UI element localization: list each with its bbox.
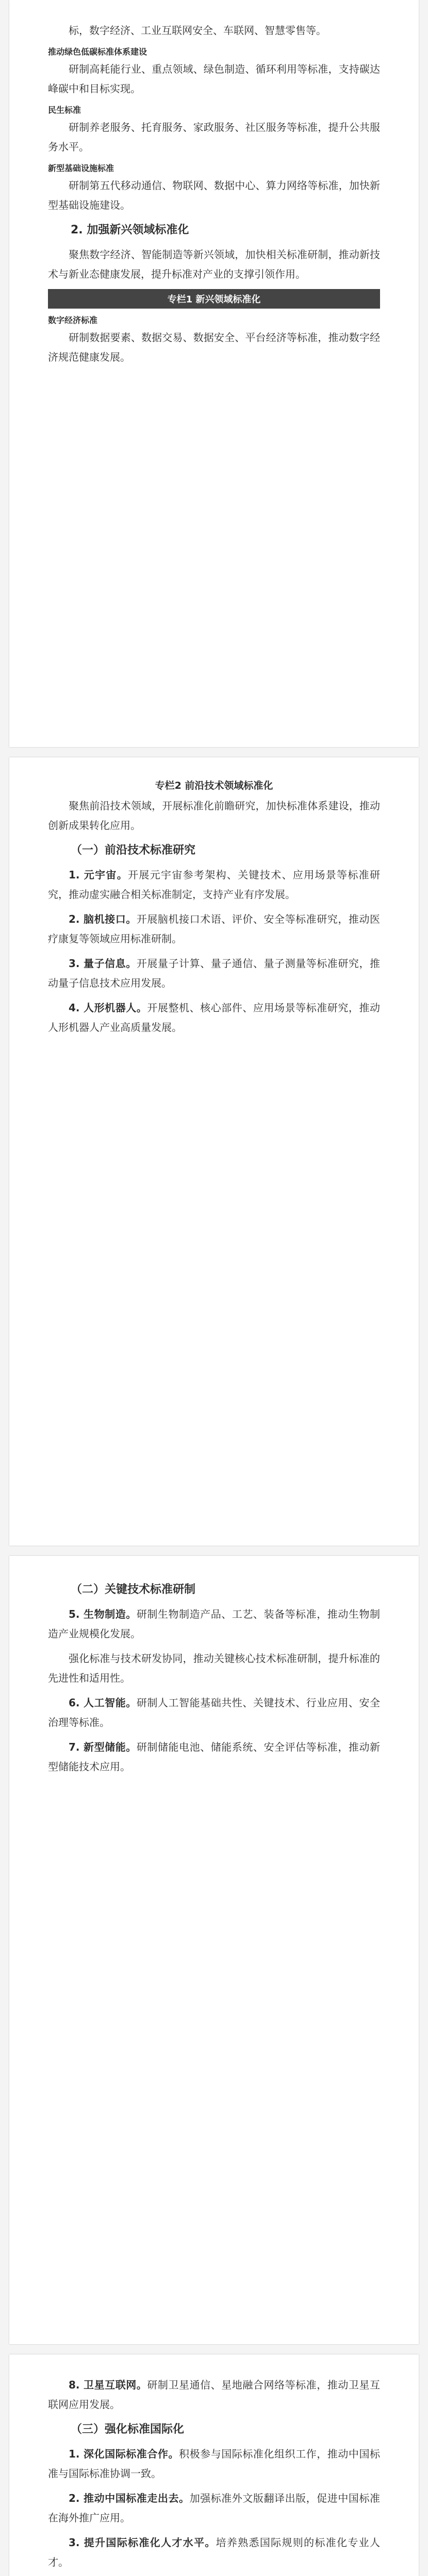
- numbered-paragraph: [48, 1604, 380, 1643]
- numbered-paragraph: [48, 865, 380, 904]
- numbered-paragraph: [48, 1737, 380, 1776]
- paragraph-label: 3. 提升国际标准化人才水平。: [69, 2536, 216, 2549]
- paragraph-label: 1. 元宇宙。: [69, 869, 128, 881]
- section-heading: 2. 加强新兴领域标准化: [71, 224, 189, 236]
- numbered-paragraph: [48, 2488, 380, 2528]
- box-title: 专栏2 前沿技术领域标准化: [155, 780, 273, 791]
- paragraph-text: 研制储能电池、储能系统、安全评估等标准，推动新型储能技术应用。: [48, 1741, 381, 1773]
- paragraph-text: 积极参与国际标准化组织工作，推动中国标准与国际标准协调一致。: [48, 2448, 381, 2480]
- page-4: [9, 2354, 419, 2576]
- page-2-content: [48, 778, 380, 1042]
- numbered-paragraph: [48, 2375, 380, 2414]
- paragraph-label: 5. 生物制造。: [69, 1608, 137, 1620]
- page-2: [9, 757, 419, 1546]
- paragraph: 聚焦数字经济、智能制造等新兴领域，加快相关标准研制，推动新技术与新业态健康发展，提升标准对产业的支撑引领作用。: [48, 248, 380, 280]
- paragraph-text: 开展量子计算、量子通信、量子测量等标准研究，推动量子信息技术应用发展。: [48, 957, 381, 989]
- paragraph: 标，数字经济、工业互联网安全、车联网、智慧零售等。: [69, 24, 326, 37]
- paragraph: 研制高耗能行业、重点领域、绿色制造、循环利用等标准，支持碳达峰碳中和目标实现。: [48, 63, 380, 95]
- paragraph-text: 培养熟悉国际规则的标准化专业人才。: [48, 2536, 380, 2568]
- paragraph-label: 7. 新型储能。: [69, 1741, 137, 1753]
- paragraph-label: 6. 人工智能。: [69, 1697, 137, 1709]
- paragraph-label: 1. 深化国际标准合作。: [69, 2448, 179, 2460]
- paragraph-text: 开展元宇宙参考架构、关键技术、应用场景等标准研究，推动虚实融合相关标准制定，支持产业有序发展。: [48, 869, 381, 901]
- paragraph-text: 研制生物制造产品、工艺、装备等标准，推动生物制造产业规模化发展。: [48, 1608, 381, 1640]
- paragraph: 研制数据要素、数据交易、数据安全、平台经济等标准，推动数字经济规范健康发展。: [48, 331, 380, 363]
- paragraph: 强化标准与技术研发协同，推动关键核心技术标准研制，提升标准的先进性和适用性。: [48, 1652, 380, 1684]
- page-1: [9, 0, 419, 747]
- paragraph-text: 开展脑机接口术语、评价、安全等标准研究，推动医疗康复等领域应用标准研制。: [48, 913, 381, 945]
- paragraph: 聚焦前沿技术领域，开展标准化前瞻研究，加快标准体系建设，推动创新成果转化应用。: [48, 800, 380, 832]
- numbered-paragraph: [48, 1693, 380, 1732]
- paragraph-label: 3. 量子信息。: [69, 957, 137, 970]
- page-3-content: [48, 1577, 380, 1782]
- column-banner: 专栏1 新兴领域标准化: [48, 289, 380, 309]
- paragraph-label: 2. 推动中国标准走出去。: [69, 2492, 190, 2504]
- paragraph-label: 4. 人形机器人。: [69, 1002, 147, 1014]
- paragraph-text: 加强标准外文版翻译出版，促进中国标准在海外推广应用。: [48, 2492, 380, 2524]
- paragraph-label: 2. 脑机接口。: [69, 913, 137, 925]
- section-heading: （三）强化标准国际化: [71, 2423, 185, 2436]
- paragraph: 研制第五代移动通信、物联网、数据中心、算力网络等标准，加快新型基础设施建设。: [48, 179, 380, 211]
- paragraph-text: 研制人工智能基础共性、关键技术、行业应用、安全治理等标准。: [48, 1697, 381, 1728]
- box-subheading: 推动绿色低碳标准体系建设: [48, 47, 147, 57]
- paragraph-text: 研制卫星通信、星地融合网络等标准，推动卫星互联网应用发展。: [48, 2379, 380, 2411]
- section-heading: （二）关键技术标准研制: [71, 1583, 196, 1596]
- page-4-content: [48, 2375, 380, 2576]
- numbered-paragraph: [48, 2533, 380, 2572]
- box-subheading: 民生标准: [48, 105, 81, 115]
- numbered-paragraph: [48, 954, 380, 993]
- page-3: [9, 1556, 419, 2344]
- paragraph-label: 8. 卫星互联网。: [69, 2379, 147, 2391]
- numbered-paragraph: [48, 909, 380, 948]
- paragraph: 研制养老服务、托育服务、家政服务、社区服务等标准，提升公共服务水平。: [48, 121, 380, 153]
- section-heading: （一）前沿技术标准研究: [71, 844, 196, 857]
- numbered-paragraph: [48, 2444, 380, 2483]
- paragraph-text: 开展整机、核心部件、应用场景等标准研究，推动人形机器人产业高质量发展。: [48, 1002, 380, 1033]
- numbered-paragraph: [48, 998, 380, 1037]
- box-subheading: 新型基础设施标准: [48, 163, 114, 173]
- page-1-content: [48, 21, 380, 372]
- box-subheading: 数字经济标准: [48, 315, 98, 325]
